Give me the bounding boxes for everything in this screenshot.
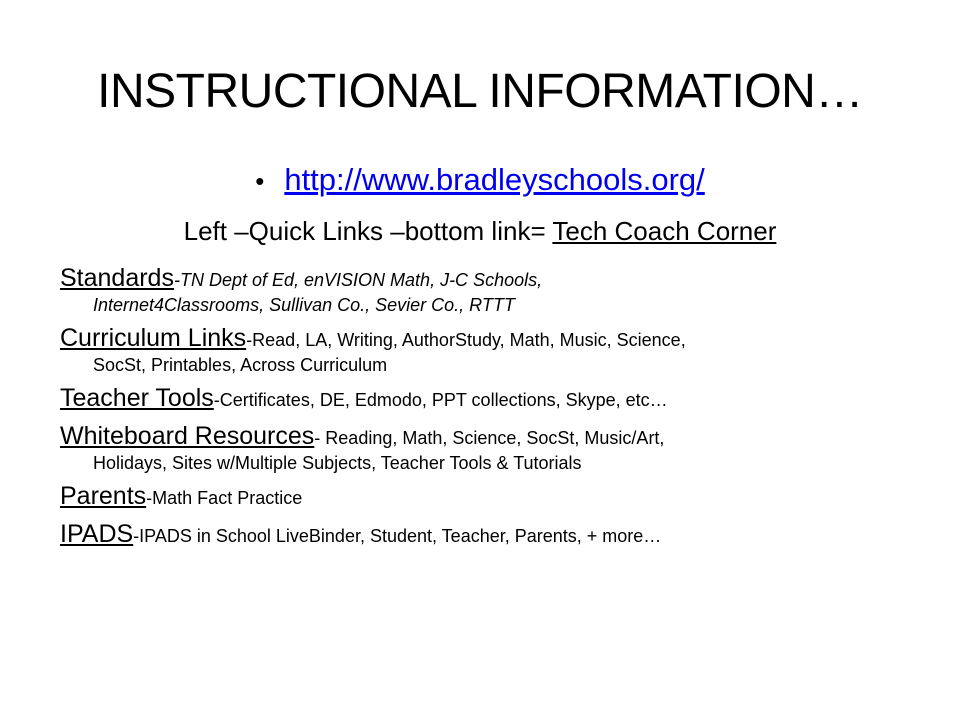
standards-desc: -TN Dept of Ed, enVISION Math, J-C Schools, [173, 270, 543, 290]
url-bullet-line [0, 160, 960, 201]
navigation-instructions [0, 214, 960, 248]
parents-desc: -Math Fact Practice [146, 488, 303, 508]
nav-prefix: Left –Quick Links –bottom link= [183, 216, 553, 246]
resource-list [60, 264, 940, 558]
curriculum-links-link[interactable]: Curriculum Links [60, 324, 247, 352]
parents-link[interactable]: Parents [60, 482, 147, 510]
ipads-desc: -IPADS in School LiveBinder, Student, Teacher, Parents, + more… [133, 526, 662, 546]
bullet-icon: • [255, 166, 265, 196]
entry-parents [60, 482, 940, 512]
teacher-tools-link[interactable]: Teacher Tools [60, 384, 214, 412]
standards-link[interactable]: Standards [60, 264, 174, 292]
whiteboard-resources-link[interactable]: Whiteboard Resources [60, 422, 315, 450]
school-website-link[interactable]: http://www.bradleyschools.org/ [284, 162, 705, 197]
ipads-link[interactable]: IPADS [60, 520, 134, 548]
whiteboard-resources-desc: - Reading, Math, Science, SocSt, Music/Art, [314, 428, 665, 448]
whiteboard-resources-desc-cont: Holidays, Sites w/Multiple Subjects, Teacher Tools & Tutorials [93, 453, 582, 473]
curriculum-links-desc-cont: SocSt, Printables, Across Curriculum [93, 355, 388, 375]
teacher-tools-desc: -Certificates, DE, Edmodo, PPT collections, Skype, etc… [213, 390, 668, 410]
entry-curriculum-links [60, 324, 940, 376]
entry-whiteboard-resources [60, 422, 940, 474]
curriculum-links-desc: -Read, LA, Writing, AuthorStudy, Math, Music, Science, [246, 330, 686, 350]
tech-coach-corner-link[interactable]: Tech Coach Corner [552, 216, 777, 246]
entry-teacher-tools [60, 384, 940, 414]
entry-standards [60, 264, 940, 316]
slide-title: INSTRUCTIONAL INFORMATION… [97, 65, 863, 118]
standards-desc-cont: Internet4Classrooms, Sullivan Co., Sevier Co., RTTT [93, 295, 515, 315]
entry-ipads [60, 520, 940, 550]
